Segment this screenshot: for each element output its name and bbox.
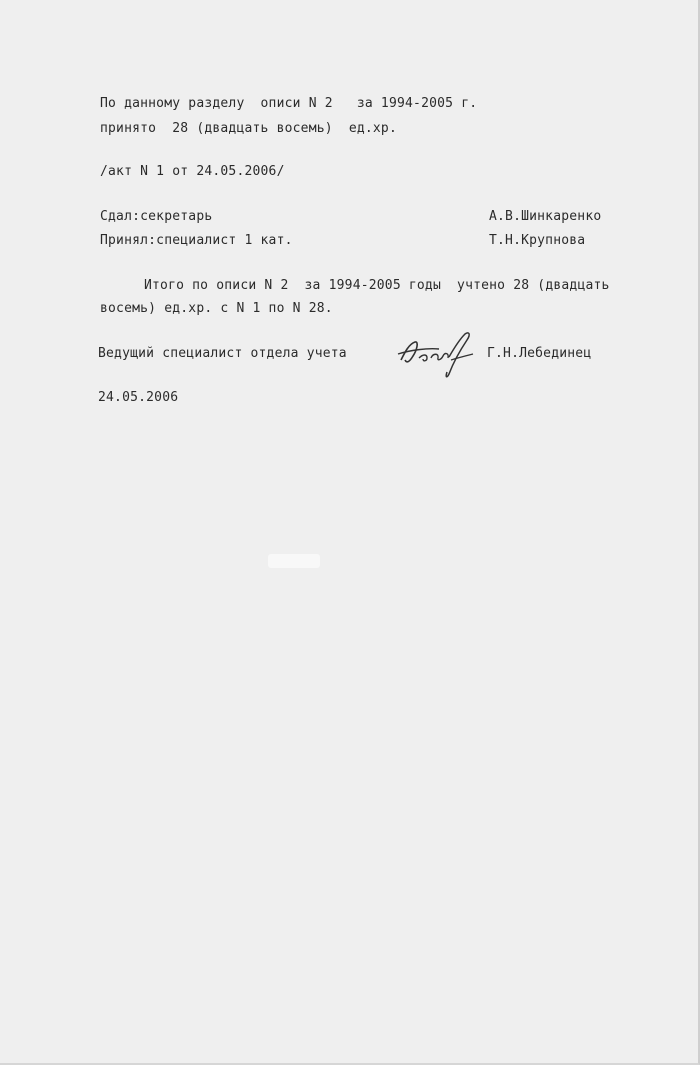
act-reference: /акт N 1 от 24.05.2006/ bbox=[100, 164, 285, 179]
section-statement-line-2: принято 28 (двадцать восемь) ед.хр. bbox=[100, 121, 397, 136]
lead-specialist-name: Г.Н.Лебединец bbox=[487, 346, 592, 361]
lead-specialist-label: Ведущий специалист отдела учета bbox=[98, 346, 347, 361]
handed-over-label: Сдал:секретарь bbox=[100, 209, 213, 224]
received-name: Т.Н.Крупнова bbox=[489, 233, 586, 248]
signature bbox=[393, 330, 485, 382]
total-line-1: Итого по описи N 2 за 1994-2005 годы учтено 28 (двадцать bbox=[144, 278, 610, 293]
document-date: 24.05.2006 bbox=[98, 390, 179, 405]
scan-artifact bbox=[268, 554, 320, 568]
received-label: Принял:специалист 1 кат. bbox=[100, 233, 293, 248]
handed-over-name: А.В.Шинкаренко bbox=[489, 209, 602, 224]
section-statement-line-1: По данному разделу описи N 2 за 1994-2005 г. bbox=[100, 96, 478, 111]
total-line-2: восемь) ед.хр. с N 1 по N 28. bbox=[100, 301, 333, 316]
